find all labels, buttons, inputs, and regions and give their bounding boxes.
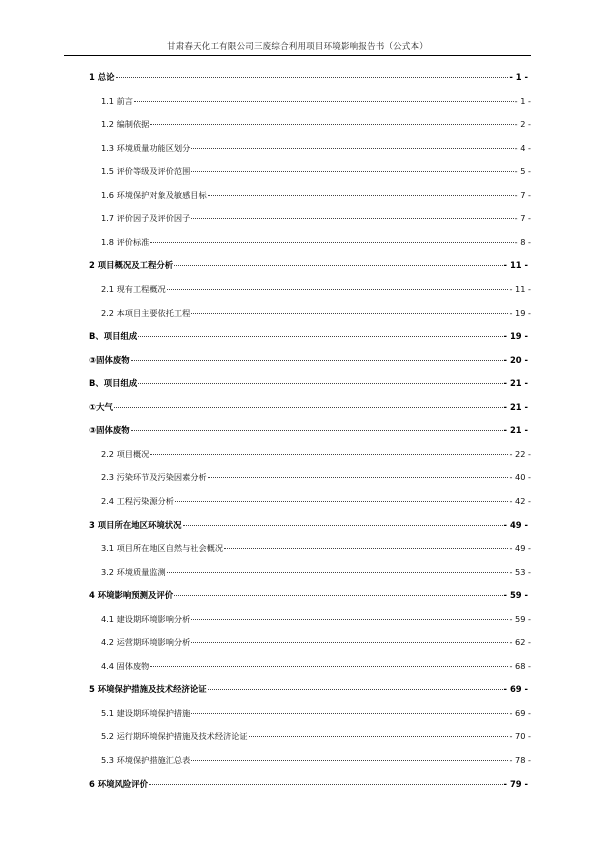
toc-dot-leader	[134, 100, 514, 102]
toc-dot-leader	[167, 571, 509, 573]
toc-entry-page-number: - 62 -	[509, 637, 531, 648]
toc-entry-title: 2.4 工程污染源分析	[101, 495, 174, 506]
toc-entry-level2[interactable]	[101, 567, 531, 578]
toc-dot-leader	[167, 288, 509, 290]
toc-entry-title: B、项目组成	[89, 378, 138, 389]
toc-entry-title: 4.2 运营期环境影响分析	[101, 637, 191, 648]
toc-entry-title: 5 环境保护措施及技术经济论证	[89, 684, 207, 695]
toc-entry-level2[interactable]	[101, 284, 531, 295]
toc-entry-level2[interactable]	[101, 543, 531, 554]
toc-entry-level2[interactable]	[101, 637, 531, 648]
toc-entry-page-number: - 69 -	[509, 707, 531, 718]
toc-entry-title: 3.2 环境质量监测	[101, 566, 166, 577]
toc-dot-leader	[174, 594, 502, 596]
toc-entry-level2[interactable]	[101, 708, 531, 719]
toc-entry-level1[interactable]	[89, 331, 528, 342]
toc-entry-page-number: - 22 -	[509, 448, 531, 459]
toc-entry-title: 1.2 编制依据	[101, 119, 150, 130]
toc-entry-page-number: - 7 -	[514, 189, 531, 200]
toc-entry-page-number: - 5 -	[514, 166, 531, 177]
toc-entry-page-number: - 1 -	[514, 95, 531, 106]
toc-dot-leader	[150, 665, 508, 667]
toc-dot-leader	[208, 476, 509, 478]
toc-entry-level1[interactable]	[89, 355, 528, 366]
toc-entry-title: 5.1 建设期环境保护措施	[101, 707, 191, 718]
toc-entry-level1[interactable]	[89, 520, 528, 531]
toc-entry-title: 4 环境影响预测及评价	[89, 590, 174, 601]
toc-entry-level2[interactable]	[101, 496, 531, 507]
toc-entry-page-number: - 21 -	[503, 378, 528, 389]
toc-dot-leader	[138, 382, 502, 384]
toc-entry-title: 2.3 污染环节及污染因素分析	[101, 472, 207, 483]
toc-dot-leader	[191, 147, 513, 149]
toc-entry-level1[interactable]	[89, 72, 528, 83]
toc-entry-level1[interactable]	[89, 590, 528, 601]
toc-entry-page-number: - 7 -	[514, 213, 531, 224]
toc-dot-leader	[150, 241, 513, 243]
toc-dot-leader	[175, 500, 509, 502]
page-header: 甘肃春天化工有限公司三废综合利用项目环境影响报告书（公式本）	[166, 42, 428, 52]
toc-entry-page-number: - 8 -	[514, 236, 531, 247]
toc-entry-page-number: - 49 -	[503, 519, 528, 530]
toc-entry-level2[interactable]	[101, 755, 531, 766]
toc-entry-page-number: - 4 -	[514, 142, 531, 153]
toc-entry-page-number: - 42 -	[509, 495, 531, 506]
toc-entry-page-number: - 19 -	[509, 307, 531, 318]
toc-entry-title: 1.6 环境保护对象及敏感目标	[101, 189, 207, 200]
toc-dot-leader	[208, 688, 503, 690]
toc-entry-title: 1 总论	[89, 72, 115, 82]
toc-entry-level1[interactable]	[89, 425, 528, 436]
toc-entry-page-number: - 20 -	[503, 354, 528, 365]
toc-entry-page-number: - 1 -	[509, 72, 528, 82]
toc-entry-page-number: - 53 -	[509, 566, 531, 577]
toc-entry-title: 2.2 本项目主要依托工程	[101, 307, 191, 318]
toc-dot-leader	[150, 123, 513, 125]
toc-dot-leader	[138, 335, 502, 337]
toc-dot-leader	[249, 735, 509, 737]
toc-dot-leader	[191, 712, 508, 714]
toc-entry-title: 1.7 评价因子及评价因子	[101, 213, 191, 224]
toc-entry-page-number: - 11 -	[509, 284, 531, 294]
toc-entry-level2[interactable]	[101, 96, 531, 107]
toc-entry-title: ③固体废物	[89, 354, 130, 365]
toc-entry-title: 5.3 环境保护措施汇总表	[101, 755, 191, 765]
toc-entry-level2[interactable]	[101, 237, 531, 248]
toc-dot-leader	[191, 618, 508, 620]
toc-entry-level2[interactable]	[101, 166, 531, 177]
toc-entry-title: 6 环境风险评价	[89, 778, 148, 789]
toc-entry-page-number: - 69 -	[503, 684, 528, 695]
toc-entry-page-number: - 59 -	[509, 613, 531, 624]
toc-entry-page-number: - 78 -	[509, 755, 531, 765]
toc-dot-leader	[131, 429, 503, 431]
toc-entry-page-number: - 79 -	[503, 778, 528, 789]
toc-entry-page-number: - 21 -	[503, 401, 528, 412]
toc-dot-leader	[191, 312, 508, 314]
toc-dot-leader	[174, 264, 502, 266]
toc-entry-level1[interactable]	[89, 684, 528, 695]
toc-entry-level2[interactable]	[101, 119, 531, 130]
toc-entry-level1[interactable]	[89, 260, 528, 271]
toc-entry-title: 1.5 评价等级及评价范围	[101, 166, 191, 177]
toc-dot-leader	[150, 453, 508, 455]
toc-dot-leader	[224, 547, 508, 549]
toc-entry-title: 2.1 现有工程概况	[101, 284, 166, 294]
toc-entry-level2[interactable]	[101, 190, 531, 201]
toc-entry-title: 2 项目概况及工程分析	[89, 260, 174, 271]
toc-entry-page-number: - 59 -	[503, 590, 528, 601]
toc-entry-title: ③固体废物	[89, 425, 130, 436]
toc-dot-leader	[131, 359, 503, 361]
toc-entry-level2[interactable]	[101, 449, 531, 460]
toc-dot-leader	[191, 641, 508, 643]
toc-entry-level2[interactable]	[101, 143, 531, 154]
toc-dot-leader	[149, 783, 503, 785]
toc-entry-page-number: - 68 -	[509, 660, 531, 671]
toc-dot-leader	[116, 76, 509, 78]
toc-entry-page-number: - 40 -	[509, 472, 531, 483]
toc-entry-title: ①大气	[89, 401, 113, 412]
toc-entry-level1[interactable]	[89, 779, 528, 790]
toc-entry-page-number: - 49 -	[509, 543, 531, 553]
toc-entry-title: 1.8 评价标准	[101, 236, 150, 247]
toc-entry-level2[interactable]	[101, 661, 531, 672]
toc-entry-title: 3.1 项目所在地区自然与社会概况	[101, 543, 224, 553]
toc-entry-page-number: - 11 -	[503, 260, 528, 271]
toc-dot-leader	[191, 759, 508, 761]
toc-entry-title: 2.2 项目概况	[101, 448, 150, 459]
toc-entry-title: 4.4 固体废物	[101, 660, 150, 671]
toc-dot-leader	[208, 194, 514, 196]
toc-entry-title: 1.1 前言	[101, 95, 133, 106]
toc-entry-title: 5.2 运行期环境保护措施及技术经济论证	[101, 731, 248, 742]
toc-entry-level2[interactable]	[101, 213, 531, 224]
toc-entry-level2[interactable]	[101, 472, 531, 483]
toc-entry-title: 4.1 建设期环境影响分析	[101, 613, 191, 624]
toc-entry-page-number: - 70 -	[509, 731, 531, 742]
toc-entry-level2[interactable]	[101, 614, 531, 625]
toc-dot-leader	[191, 217, 513, 219]
toc-entry-title: 3 项目所在地区环境状况	[89, 519, 182, 530]
toc-entry-level2[interactable]	[101, 731, 531, 742]
toc-entry-page-number: - 21 -	[503, 425, 528, 436]
toc-dot-leader	[114, 406, 503, 408]
toc-entry-page-number: - 19 -	[503, 331, 528, 342]
toc-dot-leader	[183, 524, 503, 526]
toc-dot-leader	[191, 170, 513, 172]
toc-entry-title: B、项目组成	[89, 331, 138, 342]
toc-entry-level1[interactable]	[89, 402, 528, 413]
toc-entry-title: 1.3 环境质量功能区划分	[101, 142, 191, 153]
toc-entry-level2[interactable]	[101, 308, 531, 319]
toc-entry-page-number: - 2 -	[514, 119, 531, 130]
toc-entry-level1[interactable]	[89, 378, 528, 389]
